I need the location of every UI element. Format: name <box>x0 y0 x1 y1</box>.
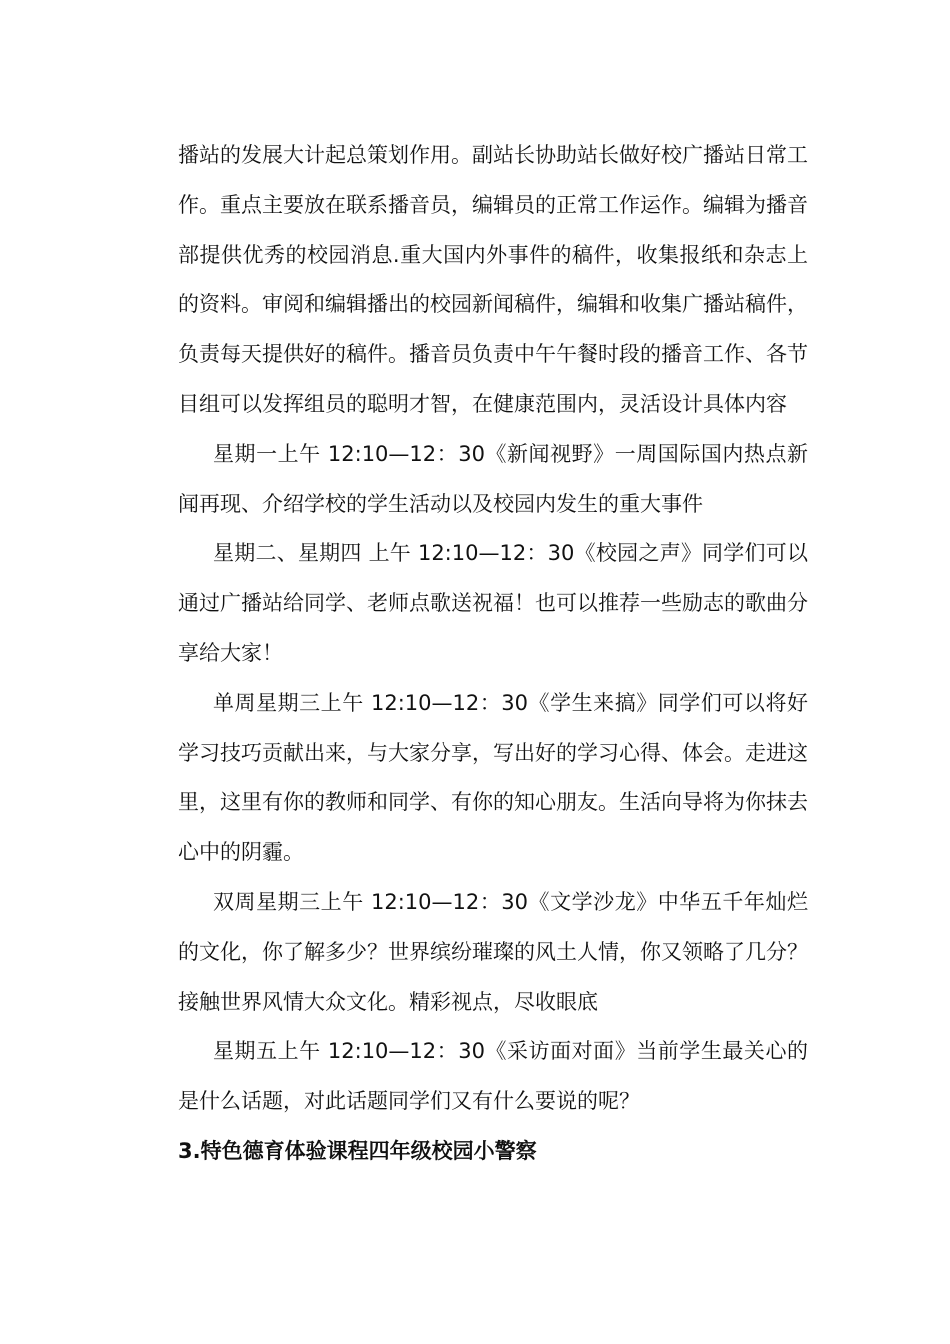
paragraph-friday-interview: 星期五上午 12:10—12：30《采访面对面》当前学生最关心的是什么话题，对此话题同学们又有什么要说的呢？ <box>178 1039 808 1114</box>
paragraph-broadcast-roles: 播站的发展大计起总策划作用。副站长协助站长做好校广播站日常工作。重点主要放在联系播音员，编辑员的正常工作运作。编辑为播音部提供优秀的校园消息.重大国内外事件的稿件，收集报纸和杂志上的资料。审阅和编辑播出的校园新闻稿件，编辑和收集广播站稿件，负责每天提供好的稿件。播音员负责中午午餐时段的播音工作、各节目组可以发挥组员的聪明才智，在健康范围内，灵活设计具体内容 <box>178 143 808 416</box>
paragraph-tue-thu-campus-voice: 星期二、星期四 上午 12:10—12：30《校园之声》同学们可以通过广播站给同学、老师点歌送祝福！也可以推荐一些励志的歌曲分享给大家！ <box>178 541 808 665</box>
section-heading: 3.特色德育体验课程四年级校园小警察 <box>178 1138 537 1163</box>
paragraph-even-wednesday-literature: 双周星期三上午 12:10—12：30《文学沙龙》中华五千年灿烂的文化，你了解多少？世界缤纷璀璨的风土人情，你又领略了几分？接触世界风情大众文化。精彩视点，尽收眼底 <box>178 889 808 1014</box>
paragraph-monday-news: 星期一上午 12:10—12：30《新闻视野》一周国际国内热点新闻再现、介绍学校的学生活动以及校园内发生的重大事件 <box>178 441 808 516</box>
paragraph-odd-wednesday-student: 单周星期三上午 12:10—12：30《学生来搞》同学们可以将好学习技巧贡献出来，与大家分享，写出好的学习心得、体会。走进这里，这里有你的教师和同学、有你的知心朋友。生活向导将为你抹去心中的阴霾。 <box>178 690 808 865</box>
document-body <box>178 131 808 1177</box>
